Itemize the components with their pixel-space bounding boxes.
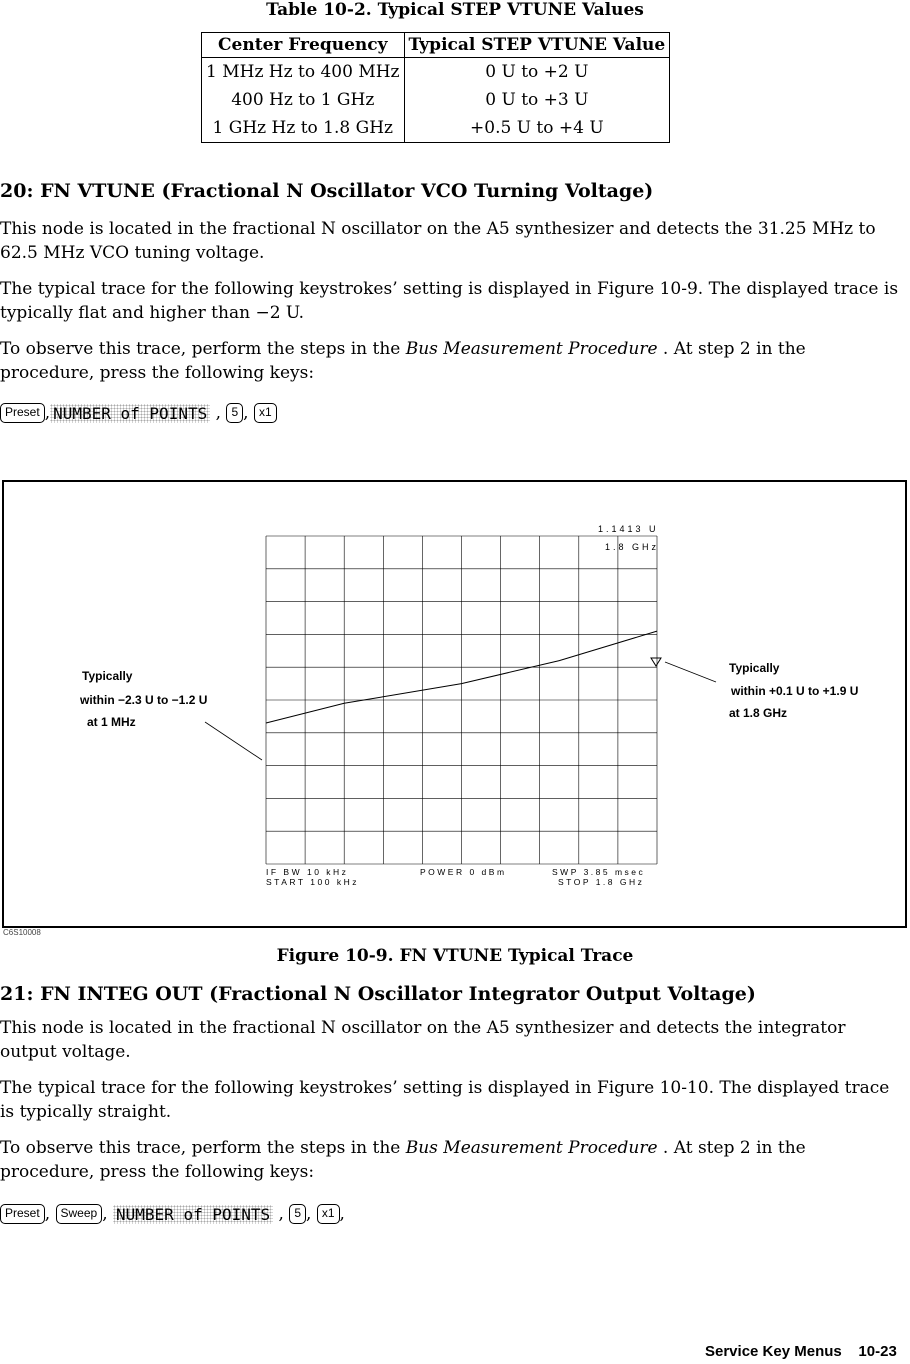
table-cell: 1 MHz Hz to 400 MHz [202, 58, 405, 87]
stop-label: STOP 1.8 GHz [558, 877, 645, 887]
table-caption: Table 10-2. Typical STEP VTUNE Values [266, 0, 644, 20]
marker-icon [651, 658, 661, 666]
footer-title: Service Key Menus [705, 1343, 842, 1360]
number-of-points-softkey[interactable]: NUMBER of POINTS [50, 404, 210, 423]
para-text: . At step 2 in the procedure, press the following keys: [0, 1138, 806, 1182]
power-label: POWER 0 dBm [420, 867, 507, 877]
section-20-para-2: The typical trace for the following keystrokes’ setting is displayed in Figure 10-9. The displayed trace is typically flat and higher than −2 U. [0, 279, 899, 323]
left-annot-line1: Typically [82, 669, 133, 683]
section-21-heading: 21: FN INTEG OUT (Fractional N Oscillator Integrator Output Voltage) [0, 983, 756, 1005]
section-21-para-2: The typical trace for the following keystrokes’ setting is displayed in Figure 10-10. The displayed trace is typically straight. [0, 1078, 890, 1122]
right-annot-line3: at 1.8 GHz [729, 706, 788, 720]
graticule [266, 536, 660, 864]
x1-key[interactable]: x1 [254, 403, 277, 423]
table-header-freq: Center Frequency [202, 33, 405, 58]
step-vtune-table [201, 32, 670, 143]
table-cell: +0.5 U to +4 U [470, 118, 604, 138]
right-leader-line [665, 662, 716, 682]
para-text: To observe this trace, perform the steps in the [0, 339, 406, 359]
figure-code: C6S10008 [3, 928, 41, 937]
sweep-key[interactable]: Sweep [56, 1204, 103, 1224]
page-number: 10-23 [858, 1343, 897, 1360]
section-21-para-3 [0, 1137, 905, 1184]
preset-key[interactable]: Preset [0, 403, 45, 423]
section-20-keys: Preset , NUMBER of POINTS , 5 , x1 [0, 403, 277, 423]
procedure-link: Bus Measurement Procedure [405, 1138, 658, 1158]
section-21-para-1: This node is located in the fractional N oscillator on the A5 synthesizer and detects the integrator output voltage. [0, 1018, 846, 1062]
section-20-para-3 [0, 338, 905, 385]
left-leader-line [205, 722, 262, 760]
table-header-value: Typical STEP VTUNE Value [404, 33, 670, 58]
marker-freq: 1.8 GHz [605, 542, 660, 552]
section-20-para-1: This node is located in the fractional N oscillator on the A5 synthesizer and detects the 31.25 MHz to 62.5 MHz VCO tuning voltage. [0, 219, 876, 263]
para-text: To observe this trace, perform the steps in the [0, 1138, 406, 1158]
figure-caption: Figure 10-9. FN VTUNE Typical Trace [276, 946, 634, 966]
footer [705, 1343, 897, 1360]
table-row [202, 58, 670, 87]
left-annot-line2: within −2.3 U to −1.2 U [80, 693, 208, 707]
table-cell: 400 Hz to 1 GHz [202, 86, 405, 114]
preset-key[interactable]: Preset [0, 1204, 45, 1224]
section-21-keys: Preset , Sweep , NUMBER of POINTS , 5 , x1 , [0, 1204, 345, 1224]
sweep-time-label: SWP 3.85 msec [552, 867, 646, 877]
five-key[interactable]: 5 [226, 403, 243, 423]
if-bw-label: IF BW 10 kHz [266, 867, 349, 877]
table-cell: 1 GHz Hz to 1.8 GHz [202, 114, 405, 143]
right-annot-line1: Typically [729, 661, 780, 675]
five-key[interactable]: 5 [289, 1204, 306, 1224]
para-text: . At step 2 in the procedure, press the following keys: [0, 339, 806, 383]
table-row [202, 86, 670, 114]
right-annot-line2: within +0.1 U to +1.9 U [731, 684, 859, 698]
table-cell: 0 U to +3 U [485, 90, 589, 110]
table-row [202, 114, 670, 143]
x1-key[interactable]: x1 [317, 1204, 340, 1224]
table-cell: 0 U to +2 U [485, 62, 589, 82]
procedure-link: Bus Measurement Procedure [405, 339, 658, 359]
number-of-points-softkey[interactable]: NUMBER of POINTS [113, 1205, 273, 1224]
start-label: START 100 kHz [266, 877, 359, 887]
figure-10-9 [0, 478, 910, 940]
marker-value: 1.1413 U [598, 524, 659, 534]
left-annot-line3: at 1 MHz [87, 715, 136, 729]
section-20-heading: 20: FN VTUNE (Fractional N Oscillator VCO Turning Voltage) [0, 180, 654, 202]
